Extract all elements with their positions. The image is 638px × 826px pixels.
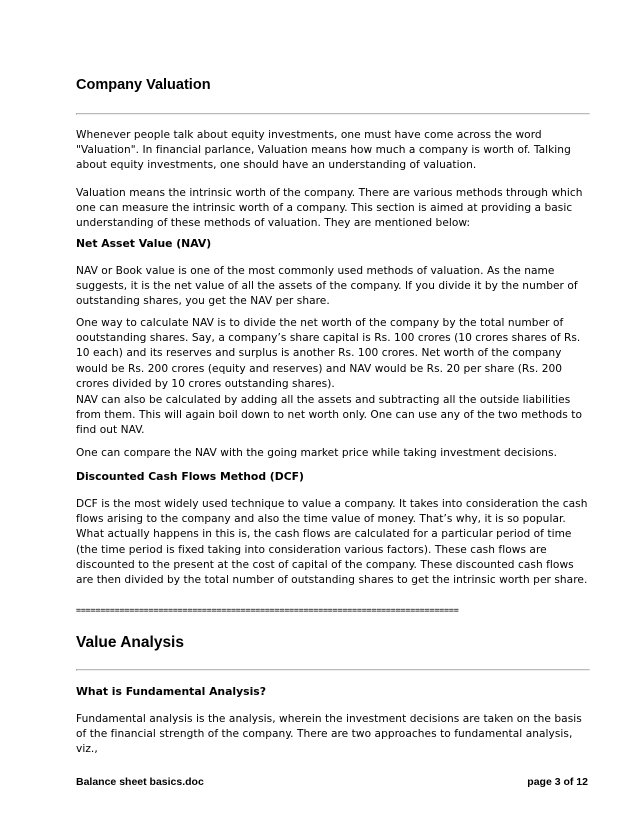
intro-paragraph: Whenever people talk about equity investments, one must have come across the word "Valuation". In financial parlance, Valuation means how much a company is worth of. Talking about equity investments, one should have an understanding of valuation.: [76, 129, 571, 172]
valuation-paragraph: Valuation means the intrinsic worth of the company. There are various methods through which one can measure the intrinsic worth of a company. This section is aimed at providing a basic understanding of these methods of valuation. They are mentioned below:: [76, 187, 583, 230]
section-divider: [76, 669, 590, 671]
fundamental-paragraph: Fundamental analysis is the analysis, wherein the investment decisions are taken on the basis of the financial strength of the company. There are two approaches to fundamental analysis, viz.,: [76, 713, 582, 756]
fundamental-heading: What is Fundamental Analysis?: [76, 685, 266, 698]
dcf-paragraph: DCF is the most widely used technique to value a company. It takes into consideration the cash flows arising to the company and also the time value of money. That’s why, it is so popular. What actually happens in this is, the cash flows are calculated for a particular period of time (the time period is fixed taking into consideration various factors). These cash flows are discounted to the present at the cost of capital of the company. These discounted cash flows are then divided by the total number of outstanding shares to get the intrinsic worth per share.: [76, 498, 588, 587]
footer-filename: Balance sheet basics.doc: [76, 776, 204, 788]
nav-alternative-paragraph: NAV can also be calculated by adding all the assets and subtracting all the outside liabilities from them. This will again boil down to net worth only. One can use any of the two methods to find out NAV.: [76, 394, 582, 437]
page-title: Company Valuation: [76, 77, 211, 93]
section-title: Value Analysis: [76, 634, 184, 651]
nav-heading: Net Asset Value (NAV): [76, 237, 212, 250]
page-footer: [76, 776, 588, 788]
title-divider: [76, 113, 590, 115]
document-page: [76, 0, 588, 826]
nav-comparison-paragraph: One can compare the NAV with the going market price while taking investment decisions.: [76, 447, 558, 459]
footer-page-number: page 3 of 12: [527, 776, 588, 788]
separator-line: ===============================================================================: [76, 605, 459, 615]
nav-definition-paragraph: NAV or Book value is one of the most commonly used methods of valuation. As the name suggests, it is the net value of all the assets of the company. If you divide it by the number of outstanding shares, you get the NAV per share.: [76, 265, 578, 308]
nav-calculation-paragraph: One way to calculate NAV is to divide the net worth of the company by the total number of ooutstanding shares. Say, a company’s share capital is Rs. 100 crores (10 crores shares of Rs. 10 each) and its reserves and surplus is another Rs. 100 crores. Net worth of the company would be Rs. 200 crores (equity and reserves) and NAV would be Rs. 20 per share (Rs. 200 crores divided by 10 crores outstanding shares).: [76, 317, 581, 390]
dcf-heading: Discounted Cash Flows Method (DCF): [76, 470, 304, 483]
